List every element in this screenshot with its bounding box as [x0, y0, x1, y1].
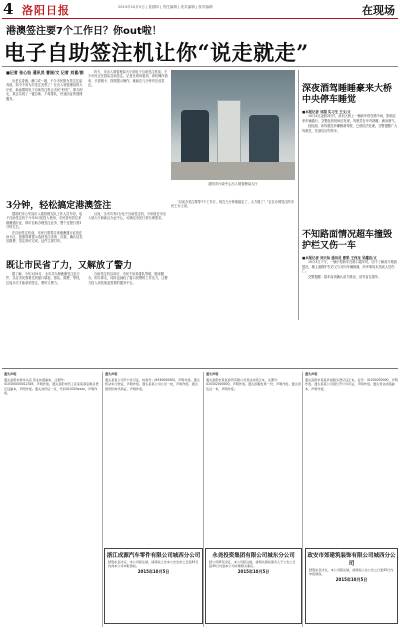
lead-text: [6, 79, 84, 101]
notice-column: [105, 372, 200, 393]
issue-info: 2015年10月5日 | 星期四 | 责任编辑 | 美术编辑 | 校对编辑: [118, 5, 213, 9]
right-1-paragraph: 10月4日凌晨2时许，洛河大桥上一辆轿车停在路中间，影响往来车辆通行，交警赶到现场后发现，驾驶员在车内熟睡，满身酒气。: [302, 114, 398, 123]
right-2-paragraph: 10月3日下午，一辆小型轿车在路口超车时，因不了解前方路面情况，撞上道路护栏后又与对向车辆相撞，所幸事故未造成人员伤亡。: [302, 260, 397, 274]
notice-text: 遗失洛阳市某某商贸有限公司营业执照正本，注册号：410302000000，声明作废。遗失国税发票一份，声明作废。遗失退伍证一本，声明作废。: [206, 378, 301, 391]
masthead-rule: [2, 18, 398, 19]
notice-text: 遗失某某公司开户许可证，核准号：J4930000000，声明作废。遗失机动车行驶证，声明作废。遗失某某公司公章一枚，声明作废。遗失组织机构代码证，声明作废。: [105, 378, 200, 391]
section-1-col1: [6, 212, 84, 245]
notice-title: 遗失声明: [105, 372, 118, 376]
right-headline-2: 不知路面情况超车撞毁护栏又伤一车: [302, 230, 393, 251]
section-heading-1: 3分钟，轻松搞定港澳签注: [6, 201, 112, 211]
section-heading-2: 既让市民省了力，又解放了警力: [6, 261, 133, 271]
masthead: [0, 0, 400, 20]
section-2-col1: [6, 272, 84, 286]
notice-box-body: 经公司研究决定，本公司拟注销，请相关债权债务人于公告之日起45日内到本公司办理相关事宜。: [209, 560, 296, 569]
notice-column: [4, 372, 99, 397]
section-1-col2: [88, 212, 168, 222]
notice-column: [206, 372, 301, 393]
section-1-paragraph: 据洛阳市公安局出入境管理支队工作人员介绍，电子自助签注机于今年9月底投入使用，市民持有效往来港澳通行证，即可自助办理签注业务，整个过程只需3分钟左右。: [6, 212, 83, 230]
notice-text: 遗失洛阳市新华书店 营业执照副本，注册号：410300000012345，声明作废。遗失洛阳市西工区某某商店税务登记证副本，声明作废。遗失身份证一张，号码410303xxxx，声明作废。: [4, 378, 99, 395]
headline-rule: [2, 66, 398, 67]
section-2-paragraph: 自助签注机启用后，市民不用再排队等候，随来随办，即办即走，同时也减轻了窗口民警的工作压力，让警力投入到其他更需要的服务中去。: [88, 272, 168, 285]
section-2-col3: [171, 200, 295, 210]
right-story-2: [302, 256, 398, 280]
notice-box-date: 2015年10月5日: [137, 569, 170, 575]
notice-column: [305, 372, 400, 393]
column-divider: [298, 70, 299, 320]
notice-title: 遗失声明: [305, 372, 318, 376]
main-headline: 电子自助签注机让你“说走就走”: [4, 40, 309, 65]
lead-paragraph: 昨天，市出入境管理局大厅的电子自助签注机前，不少市民正在排队自助签注。记者在现场看到，该机操作简单，只需刷卡、按照提示操作，就能在几分钟内完成签注。: [88, 70, 168, 88]
news-photo: [171, 70, 295, 180]
notice-box-date: 2015年10月5日: [237, 569, 270, 575]
notice-box-body: 经股东会决议，本公司拟注销，请债权人自公告之日起45日内申报债权。: [309, 568, 394, 577]
notice-box-title: 永尧投资集团有限公司城东分公司: [212, 553, 295, 559]
section-title: 在现场: [362, 4, 395, 17]
right-story-1: [302, 110, 398, 134]
section-2-paragraph: “以前办签注要等7个工作日，现在几分钟就搞定了，太方便了！”正在办理签注的市民王女士说。: [171, 200, 294, 209]
page-number: 4: [3, 0, 14, 18]
lead-text-col2: [88, 70, 168, 89]
right-byline-1: ■本报记者 刘超 实习生 王文/文: [302, 110, 351, 114]
notice-divider: [203, 372, 204, 627]
newspaper-logo: 洛阳日报: [22, 4, 70, 17]
headline-kicker: 港澳签注要7个工作日？你out啦！: [6, 26, 162, 37]
legal-notice-box: [205, 548, 302, 624]
notice-text: 遗失洛阳市某某宾馆税务登记证正本，证号：41030200000，声明作废。遗失某某公司银行开户许可证，声明作废。遗失营业执照副本，声明作废。: [305, 378, 398, 391]
lead-column: [6, 70, 84, 102]
right-2-paragraph: 交警提醒：超车前须确认前方路况，切勿盲目超车。: [308, 274, 382, 279]
right-headline-1: 深夜酒驾睡睡豪来大桥中央停车睡觉: [302, 84, 393, 105]
notice-divider: [102, 372, 103, 627]
notices-rule: [2, 368, 398, 369]
notice-divider: [302, 372, 303, 627]
legal-notice-box: [104, 548, 203, 624]
lead-paragraph: 出差去香港，澳门或一趟，不少市民都为签注往返奔波，如今不用为办签注发愁了！在出入境管理局的大厅里，新添置的电子自助签注机让市民“秒签”，即办即走，真正实现了一键自助、不再排队、快速出证的便捷服务。: [6, 79, 83, 101]
section-1-paragraph: 目前，全市共有2台电子自助签注机，分别设在市出入境大厅和新区办证中心，可满足市民日常办理需求。: [88, 212, 167, 221]
right-1-paragraph: 经检测，该驾驶员涉嫌醉酒驾驶，已被依法处理。交警提醒广大驾驶员，饮酒后切勿驾车。: [302, 124, 398, 133]
notice-box-title: 浙江成源汽车零件有限公司城西分公司: [106, 553, 201, 559]
article-byline: ■记者 张心怡 通讯员 曹刚/文 记者 刘喜/图: [6, 70, 84, 75]
section-1-paragraph: 在自助签注机前，市民只需将往来港澳通行证放在读卡区，按照屏幕提示选择签注类别、次数，确认信息后缴费，签注即可完成，证件立即打印。: [6, 230, 83, 244]
notice-box-title: 政安市郊建筑装饰有限公司城西分公司: [307, 553, 396, 567]
notice-box-body: 经股东会决议，本公司拟注销，请债权人自本公告发布之日起45日内向本公司申报债权。: [108, 560, 199, 569]
legal-notice-box: [305, 548, 398, 624]
section-2-col2: [88, 272, 168, 286]
notice-title: 遗失声明: [4, 372, 17, 376]
right-byline-2: ■本报记者 刘天仙 通讯员 曹梁 王伟龙 吴耀忠/文: [302, 256, 377, 260]
photo-caption: 洛阳市行政中心出入境管理局大厅: [208, 182, 258, 186]
section-2-paragraph: 据了解，今年1至9月，全市共办理港澳签注近万件，以往市民需要先到窗口填表、排队、缴费、等待，往返多次才能拿到签注，费时又费力。: [6, 272, 83, 285]
notice-title: 遗失声明: [206, 372, 219, 376]
notice-box-date: 2015年10月5日: [335, 577, 368, 583]
